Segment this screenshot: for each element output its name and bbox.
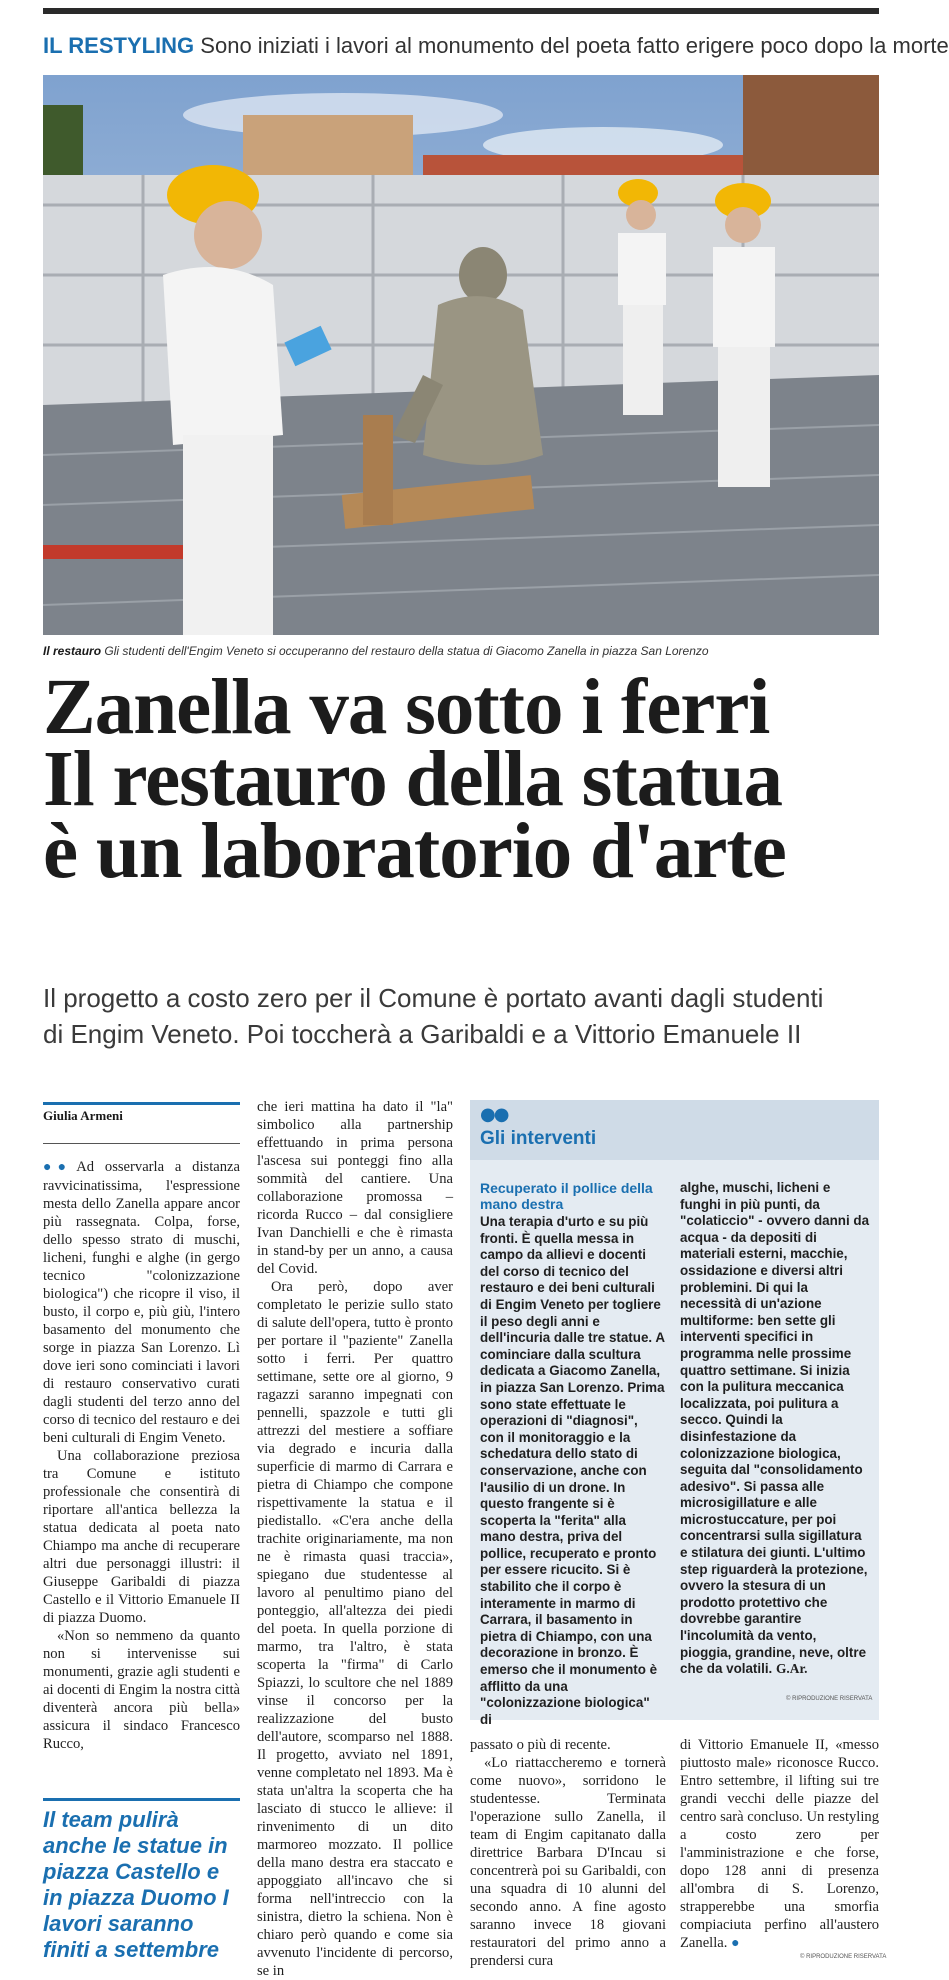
subhead-line-2: di Engim Veneto. Poi toccherà a Garibaldi e a Vittorio Emanuele II: [43, 1019, 802, 1049]
paragraph: passato o più di recente.: [470, 1737, 611, 1753]
caption-text: Gli studenti dell'Engim Veneto si occuperanno del restauro della statua di Giacomo Zanella in piazza San Lorenzo: [104, 644, 709, 658]
headline-line-2: Il restauro della statua: [43, 736, 782, 823]
subhead-line-1: Il progetto a costo zero per il Comune è portato avanti dagli studenti: [43, 983, 824, 1013]
article-column-3: [470, 1736, 666, 1969]
byline-rule: [43, 1102, 240, 1105]
kicker-tag: IL RESTYLING: [43, 33, 195, 58]
kicker: [43, 30, 949, 62]
sidebar-box-text: alghe, muschi, licheni e funghi in più punti, da "colaticcio" - ovvero danni da acqua - da depositi di materiali esterni, macchie, ossidazione e diversi altri problemini. Di qui la necessità di un'azione multiforme: ben sette gli interventi specifici in programma nelle prossime quattro settimane. Si inizia con la pulitura meccanica localizzata, poi pulitura a secco. Quindi la disinfestazione da colonizzazione biologica, seguita dal "consolidamento adesivo". Si passa alle microsigillature e alle microstuccature, per poi concentrarsi sulla sigillatura e stilatura dei giunti. L'ultimo step riguarderà la protezione, ovvero la stesura di un prodotto protettivo che dovrebbe garantire l'incolumità da vento, pioggia, grandine, neve, oltre che da volatili.: [680, 1180, 870, 1677]
paragraph: Ora però, dopo aver completato le perizie sullo stato di salute dell'opera, tutto è pronto per portare il "paziente" Zanella sotto i ferri. Per quattro settimane, sette ore al giorno, 9 ragazzi saranno impegnati con pennelli, spazzole e tutti gli attrezzi del mestiere a soffiare via degrado e incuria dalla superficie di marmo di Carrara e pietra di Chiampo che compone rispettivamente la statua e il piedistallo. «C'era anche della trachite originariamente, ma non ne è rimasta quasi traccia», spiegano due studentesse al lavoro al penultimo piano del ponteggio, all'altezza dei piedi del poeta. In quella porzione di marmo, tra l'altro, è stata scoperta la "firma" di Carlo Spiazzi, lo scultore che nel 1889 vinse il concorso per la realizzazione del busto dell'autore, scomparso nel 1888. Il progetto, avviato nel 1891, venne completato nel 1893. Ma è stata un'altra la scoperta che ha lasciato di stucco le allieve: il rinvenimento di un dito marmoreo mozzato. Il pollice della mano destra era staccato e appoggiato all'incavo che si forma nell'intreccio con la sinistra, dietro la schiena. Non è chiaro però quando e come sia avvenuto l'incidente di percorso, se in: [257, 1279, 453, 1979]
sidebar-box-column-2: [680, 1180, 870, 1685]
byline-divider: [43, 1143, 240, 1144]
sidebar-box-title: Gli interventi: [480, 1128, 597, 1149]
paragraph: ●● Ad osservarla a distanza ravvicinatissima, l'espressione mesta dello Zanella appare ancor più rassegnata. Colpa, forse, dello spesso strato di muschi, licheni, funghi e alghe (in gergo tecnico "colonizzazione biologica") che ricopre il viso, il busto, il corpo e, più giù, l'intero basamento del monumento che sorge in piazza San Lorenzo. Lì dove ieri sono cominciati i lavori di restauro conservativo curati dagli studenti del terzo anno del corso di tecnico del restauro e dei beni culturali di Engim Veneto.: [43, 1159, 240, 1446]
caption-label: Il restauro: [43, 644, 102, 658]
sidebar-box-text: Una terapia d'urto e su più fronti. È quella messa in campo da allievi e docenti del corso di tecnico del restauro e dei beni culturali di Engim Veneto per togliere il peso degli anni e dell'incuria dalle tre statue. A cominciare dalla scultura dedicata a Giacomo Zanella, in piazza San Lorenzo. Prima sono state effettuate le operazioni di "diagnosi", con il monitoraggio e la schedatura dello stato di conservazione, anche con l'ausilio di un drone. In questo frangente si è scoperta la "ferita" alla mano destra, priva del pollice, recuperato e pronto per essere ricucito. Si è stabilito che il corpo è interamente in marmo di Carrara, il basamento in pietra di Chiampo, con una decorazione in bronzo. È emerso che il monumento è afflitto da una "colonizzazione biologica" di: [480, 1214, 665, 1727]
box-dots-icon: ●●: [480, 1104, 508, 1125]
sidebar-box-signature: G.Ar.: [776, 1661, 808, 1677]
headline-line-1: Zanella va sotto i ferri: [43, 664, 770, 751]
copyright-notice: © RIPRODUZIONE RISERVATA: [800, 1954, 887, 1960]
paragraph: di Vittorio Emanuele II, «messo piuttosto male» riconosce Rucco. Entro settembre, il lifting sui tre grandi vecchi delle piazze del centro sarà concluso. Un restyling a costo zero per l'amministrazione e che forse, dopo 128 anni di presenza all'ombra di S. Lorenzo, strapperebbe una smorfia compiaciuta perfino all'austero Zanella. ●: [680, 1737, 879, 1951]
paragraph: Una collaborazione preziosa tra Comune e istituto professionale che consentirà di riportare all'antica bellezza la statua dedicata al poeta nato Chiampo ma anche di recuperare altri due personaggi illustri: il Giuseppe Garibaldi di piazza Castello e il Vittorio Emanuele II di piazza Duomo.: [43, 1448, 240, 1626]
article-column-4: [680, 1736, 879, 1951]
paragraph: «Lo riattaccheremo e tornerà come nuovo», sorridono le studentesse. Terminata l'operazione sullo Zanella, il team di Engim capitanato dalla direttrice Barbara D'Incau si concentrerà poi su Garibaldi, con una squadra di 10 alunni del secondo anno. A fine agosto saranno invece 18 giovani restauratori del primo anno a prendersi cura: [470, 1755, 666, 1969]
bullet-dots-icon: ●●: [43, 1160, 73, 1175]
kicker-text: Sono iniziati i lavori al monumento del poeta fatto erigere poco dopo la morte: [200, 33, 949, 58]
article-column-2: [257, 1098, 453, 1979]
paragraph: che ieri mattina ha dato il "la" simbolico alla partnership effettuando in prima persona l'ascesa sui ponteggi fino alla sommità del cantiere. Una collaborazione promossa – ricorda Rucco – dal consigliere Ivan Danchielli e che è rimasta in stand-by per un anno, a causa del Covid.: [257, 1099, 453, 1277]
sidebar-box-column-1: [480, 1180, 665, 1727]
top-rule: [43, 8, 879, 14]
pull-quote: Il team pulirà anche le statue in piazza Castello e in piazza Duomo I lavori saranno finiti a settembre: [43, 1798, 240, 1966]
headline: [43, 664, 879, 895]
end-dot-icon: ●: [731, 1936, 739, 1951]
article-column-1: [43, 1158, 240, 1788]
photo-caption: [43, 641, 879, 661]
paragraph: «Non so nemmeno da quanto non si intervenisse sui monumenti, grazie agli studenti e ai docenti di Engim la nostra città diventerà ancora più bella» assicura il sindaco Francesco Rucco,: [43, 1628, 240, 1752]
byline: Giulia Armeni: [43, 1108, 123, 1123]
sidebar-box-subtitle: Recuperato il pollice della mano destra: [480, 1180, 653, 1212]
headline-line-3: è un laboratorio d'arte: [43, 808, 786, 895]
subheadline: [43, 980, 879, 1052]
photo-illustration: [43, 75, 879, 635]
article-photo: [43, 75, 879, 635]
copyright-notice: © RIPRODUZIONE RISERVATA: [786, 1696, 873, 1702]
